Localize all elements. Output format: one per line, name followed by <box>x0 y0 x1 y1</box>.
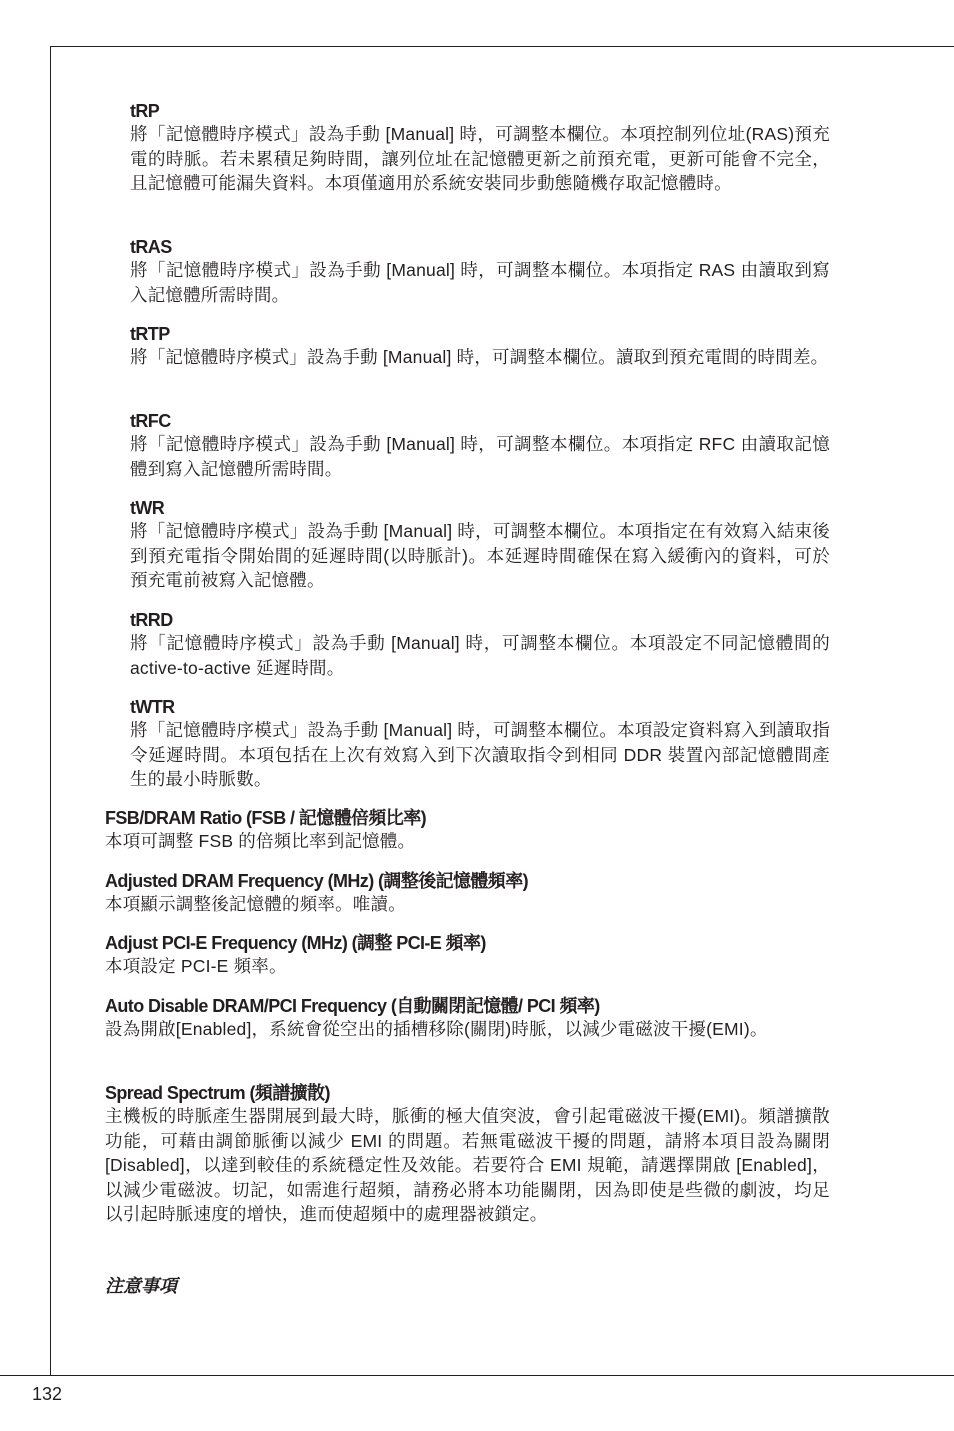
section-body: 將「記憶體時序模式」設為手動 [Manual] 時，可調整本欄位。本項指定 RAS 由讀取到寫入記憶體所需時間。 <box>130 260 830 305</box>
section-heading: tRFC <box>130 411 171 431</box>
note-heading: 注意事項 <box>105 1276 177 1296</box>
section-body: 將「記憶體時序模式」設為手動 [Manual] 時，可調整本欄位。本項設定資料寫入到讀取指令延遲時間。本項包括在上次有效寫入到下次讀取指令到相同 DDR 裝置內部記憶體間產生的最小時脈數。 <box>130 720 830 789</box>
section-auto-disable-frequency <box>105 995 830 1042</box>
section-heading: FSB/DRAM Ratio (FSB / 記憶體倍頻比率) <box>105 808 426 828</box>
section-body: 本項顯示調整後記憶體的頻率。唯讀。 <box>105 894 406 914</box>
section-adjusted-dram-frequency <box>105 870 830 917</box>
section-tras <box>130 236 830 307</box>
section-heading: tWR <box>130 498 165 518</box>
section-body: 將「記憶體時序模式」設為手動 [Manual] 時，可調整本欄位。本項設定不同記憶體間的 active-to-active 延遲時間。 <box>130 633 830 678</box>
section-body: 將「記憶體時序模式」設為手動 [Manual] 時，可調整本欄位。本項指定 RFC 由讀取記憶體到寫入記憶體所需時間。 <box>130 434 830 479</box>
section-body: 設為開啟[Enabled]，系統會從空出的插槽移除(關閉)時脈，以減少電磁波干擾(EMI)。 <box>105 1019 768 1039</box>
section-trrd <box>130 609 830 680</box>
section-heading: Adjusted DRAM Frequency (MHz) (調整後記憶體頻率) <box>105 871 528 891</box>
top-rule <box>50 46 954 47</box>
page-number: 132 <box>32 1384 63 1404</box>
section-trfc <box>130 410 830 481</box>
section-fsb-dram-ratio <box>105 807 830 854</box>
section-heading: tRRD <box>130 610 173 630</box>
section-body: 本項可調整 FSB 的倍頻比率到記憶體。 <box>105 831 416 851</box>
section-heading: tWTR <box>130 697 175 717</box>
section-heading: tRP <box>130 101 160 121</box>
section-twr <box>130 497 830 593</box>
section-trp <box>130 100 830 196</box>
left-rule <box>50 46 51 1376</box>
section-heading: tRTP <box>130 324 170 344</box>
section-twtr <box>130 696 830 792</box>
section-trtp <box>130 323 830 370</box>
section-body: 主機板的時脈產生器開展到最大時，脈衝的極大值突波，會引起電磁波干擾(EMI)。頻譜擴散功能，可藉由調節脈衝以減少 EMI 的問題。若無電磁波干擾的問題，請將本項目設為關閉 [Disabled]，以達到較佳的系統穩定性及效能。若要符合 EMI 規範，請選擇開啟 [Enabled]，以減少電磁波。切記，如需進行超頻，請務必將本功能關閉，因為即使是些微的劇波，均足以引起時脈速度的增快，進而使超頻中的處理器被鎖定。 <box>105 1106 830 1224</box>
section-body: 將「記憶體時序模式」設為手動 [Manual] 時，可調整本欄位。讀取到預充電間的時間差。 <box>130 347 829 367</box>
section-heading: Spread Spectrum (頻譜擴散) <box>105 1083 330 1103</box>
section-body: 本項設定 PCI-E 頻率。 <box>105 956 287 976</box>
section-adjust-pcie-frequency <box>105 932 830 979</box>
section-body: 將「記憶體時序模式」設為手動 [Manual] 時，可調整本欄位。本項控制列位址(RAS)預充電的時脈。若未累積足夠時間，讓列位址在記憶體更新之前預充電，更新可能會不完全，且記憶體可能漏失資料。本項僅適用於系統安裝同步動態隨機存取記憶體時。 <box>130 124 830 193</box>
section-heading: tRAS <box>130 237 172 257</box>
section-heading: Auto Disable DRAM/PCI Frequency (自動關閉記憶體/ PCI 頻率) <box>105 996 600 1016</box>
bottom-rule <box>0 1375 954 1376</box>
section-spread-spectrum <box>105 1082 830 1227</box>
section-heading: Adjust PCI-E Frequency (MHz) (調整 PCI-E 頻率) <box>105 933 486 953</box>
section-body: 將「記憶體時序模式」設為手動 [Manual] 時，可調整本欄位。本項指定在有效寫入結束後到預充電指令開始間的延遲時間(以時脈計)。本延遲時間確保在寫入緩衝內的資料，可於預充電前被寫入記憶體。 <box>130 521 830 590</box>
